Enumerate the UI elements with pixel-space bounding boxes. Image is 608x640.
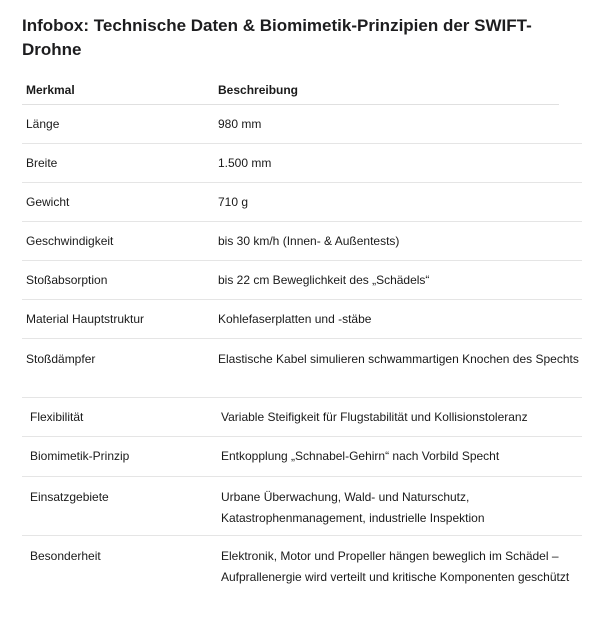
row-description: bis 22 cm Beweglichkeit des „Schädels“	[218, 273, 430, 287]
row-feature: Besonderheit	[30, 549, 101, 563]
table-row	[22, 437, 582, 477]
table-row	[22, 222, 582, 261]
row-description: Urbane Überwachung, Wald- und Naturschutz, Katastrophenmanagement, industrielle Inspektion	[221, 490, 485, 525]
table-row	[22, 300, 582, 339]
row-description: 1.500 mm	[218, 156, 272, 170]
row-description: Elektronik, Motor und Propeller hängen beweglich im Schädel – Aufprallenergie wird verteilt und kritische Komponenten geschützt	[221, 549, 570, 584]
table-row	[22, 144, 582, 183]
row-description: 710 g	[218, 195, 249, 209]
table-row	[22, 339, 582, 398]
row-description: bis 30 km/h (Innen- & Außentests)	[218, 234, 400, 248]
row-feature: Biomimetik-Prinzip	[30, 449, 130, 463]
row-description: Elastische Kabel simulieren schwammartigen Knochen des Spechts	[218, 352, 579, 366]
page-title: Infobox: Technische Daten & Biomimetik-Prinzipien der SWIFT-Drohne	[22, 16, 532, 59]
table-row	[22, 536, 582, 616]
row-feature: Einsatzgebiete	[30, 490, 109, 504]
table-row	[22, 261, 582, 300]
row-feature: Länge	[26, 117, 60, 131]
table-row	[22, 477, 582, 536]
row-feature: Gewicht	[26, 195, 70, 209]
row-feature: Flexibilität	[30, 410, 84, 424]
row-feature: Breite	[26, 156, 58, 170]
header-feature: Merkmal	[26, 83, 75, 97]
row-feature: Material Hauptstruktur	[26, 312, 145, 326]
row-feature: Stoßdämpfer	[26, 352, 96, 366]
row-description: Entkopplung „Schnabel-Gehirn“ nach Vorbild Specht	[221, 449, 500, 463]
header-description: Beschreibung	[218, 83, 299, 97]
table-row	[22, 398, 582, 437]
row-description: 980 mm	[218, 117, 262, 131]
table-row	[22, 183, 582, 222]
specs-table	[22, 76, 582, 616]
row-description: Kohlefaserplatten und -stäbe	[218, 312, 372, 326]
row-feature: Geschwindigkeit	[26, 234, 114, 248]
table-header	[22, 76, 559, 105]
row-feature: Stoßabsorption	[26, 273, 108, 287]
row-description: Variable Steifigkeit für Flugstabilität und Kollisionstoleranz	[221, 410, 528, 424]
table-row	[22, 105, 582, 144]
